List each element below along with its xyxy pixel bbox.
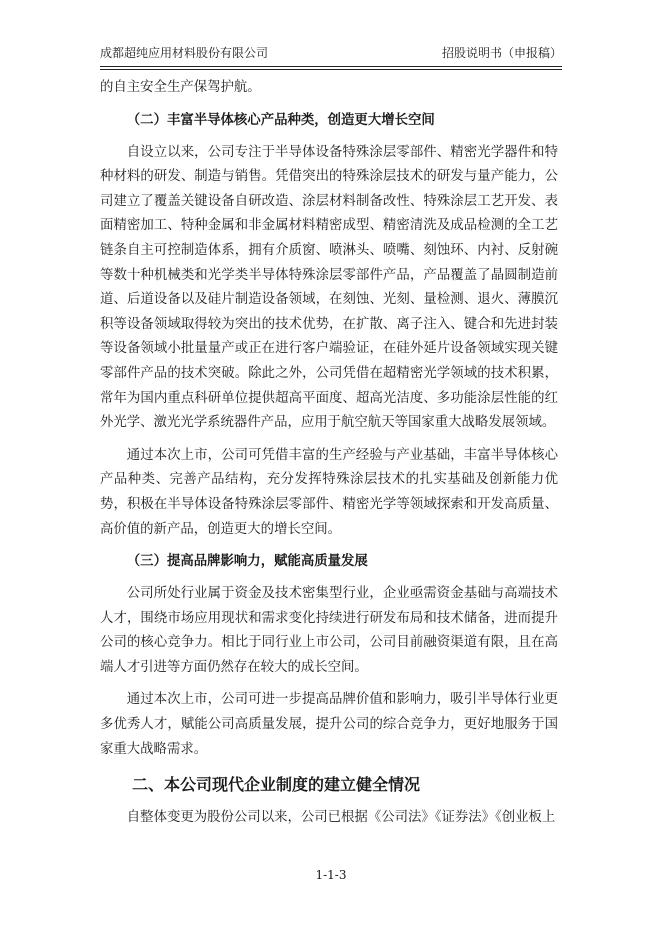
- header-document-type: 招股说明书（申报稿）: [441, 46, 562, 60]
- spacer: [100, 762, 558, 770]
- page-body: [100, 76, 558, 831]
- spacer: [100, 680, 558, 688]
- section-heading-3: （三）提高品牌影响力，赋能高质量发展: [126, 554, 368, 570]
- part-heading-2: 二、本公司现代企业制度的建立健全情况: [132, 775, 421, 795]
- paragraph-section2-2: 通过本次上市，公司可凭借丰富的生产经验与产业基础，丰富半导体核心产品种类、完善产品结构，充分发挥特殊涂层技术的扎实基础及创新能力优势，积极在半导体设备特殊涂层零部件、精密光学等领域探索和开发高质量、高价值的新产品，创造更大的增长空间。: [100, 447, 558, 537]
- continued-text: 的自主安全生产保驾护航。: [100, 80, 261, 95]
- paragraph-section3-1: 公司所处行业属于资金及技术密集型行业，企业亟需资金基础与高端技术人才，围绕市场应用现状和需求变化持续进行研发布局和技术储备，进而提升公司的核心竞争力。相比于同行业上市公司，公司目前融资渠道有限，且在高端人才引进等方面仍然存在较大的成长空间。: [100, 586, 558, 675]
- paragraph-part2-1: 自整体变更为股份公司以来，公司已根据《公司法》《证券法》《创业板上: [126, 810, 556, 826]
- header-rule-bottom: [100, 69, 562, 70]
- paragraph-section2-1: 自设立以来，公司专注于半导体设备特殊涂层零部件、精密光学器件和特种材料的研发、制造与销售。凭借突出的特殊涂层技术的研发与量产能力，公司建立了覆盖关键设备自研改造、涂层材料制备改性、特殊涂层工艺开发、表面精密加工、特种金属和非金属材料精密成型、精密清洗及成品检测的全工艺链条自主可控制造体系，拥有介质窗、喷淋头、喷嘴、刻蚀环、内衬、反射碗等数十种机械类和光学类半导体特殊涂层零部件产品，产品覆盖了晶圆制造前道、后道设备以及硅片制造设备领域，在刻蚀、光刻、量检测、退火、薄膜沉积等设备领域取得较为突出的技术优势，在扩散、离子注入、键合和先进封装等设备领域小批量量产或正在进行客户端验证，在硅外延片设备领域实现关键零部件产品的技术突破。除此之外，公司凭借在超精密光学领域的技术积累，常年为国内重点科研单位提供超高平面度、超高光洁度、多功能涂层性能的红外光学、激光光学系统器件产品，应用于航空航天等国家重大战略发展领域。: [100, 144, 558, 431]
- page-number: 1-1-3: [315, 868, 347, 882]
- section-heading-2: （二）丰富半导体核心产品种类，创造更大增长空间: [126, 112, 435, 128]
- header-company-name: 成都超纯应用材料股份有限公司: [100, 46, 269, 60]
- spacer: [100, 436, 558, 444]
- header-rule-top: [100, 66, 562, 67]
- page-header: [100, 44, 562, 62]
- paragraph-section3-2: 通过本次上市，公司可进一步提高品牌价值和影响力，吸引半导体行业更多优秀人才，赋能公司高质量发展，提升公司的综合竞争力，更好地服务于国家重大战略需求。: [100, 692, 558, 757]
